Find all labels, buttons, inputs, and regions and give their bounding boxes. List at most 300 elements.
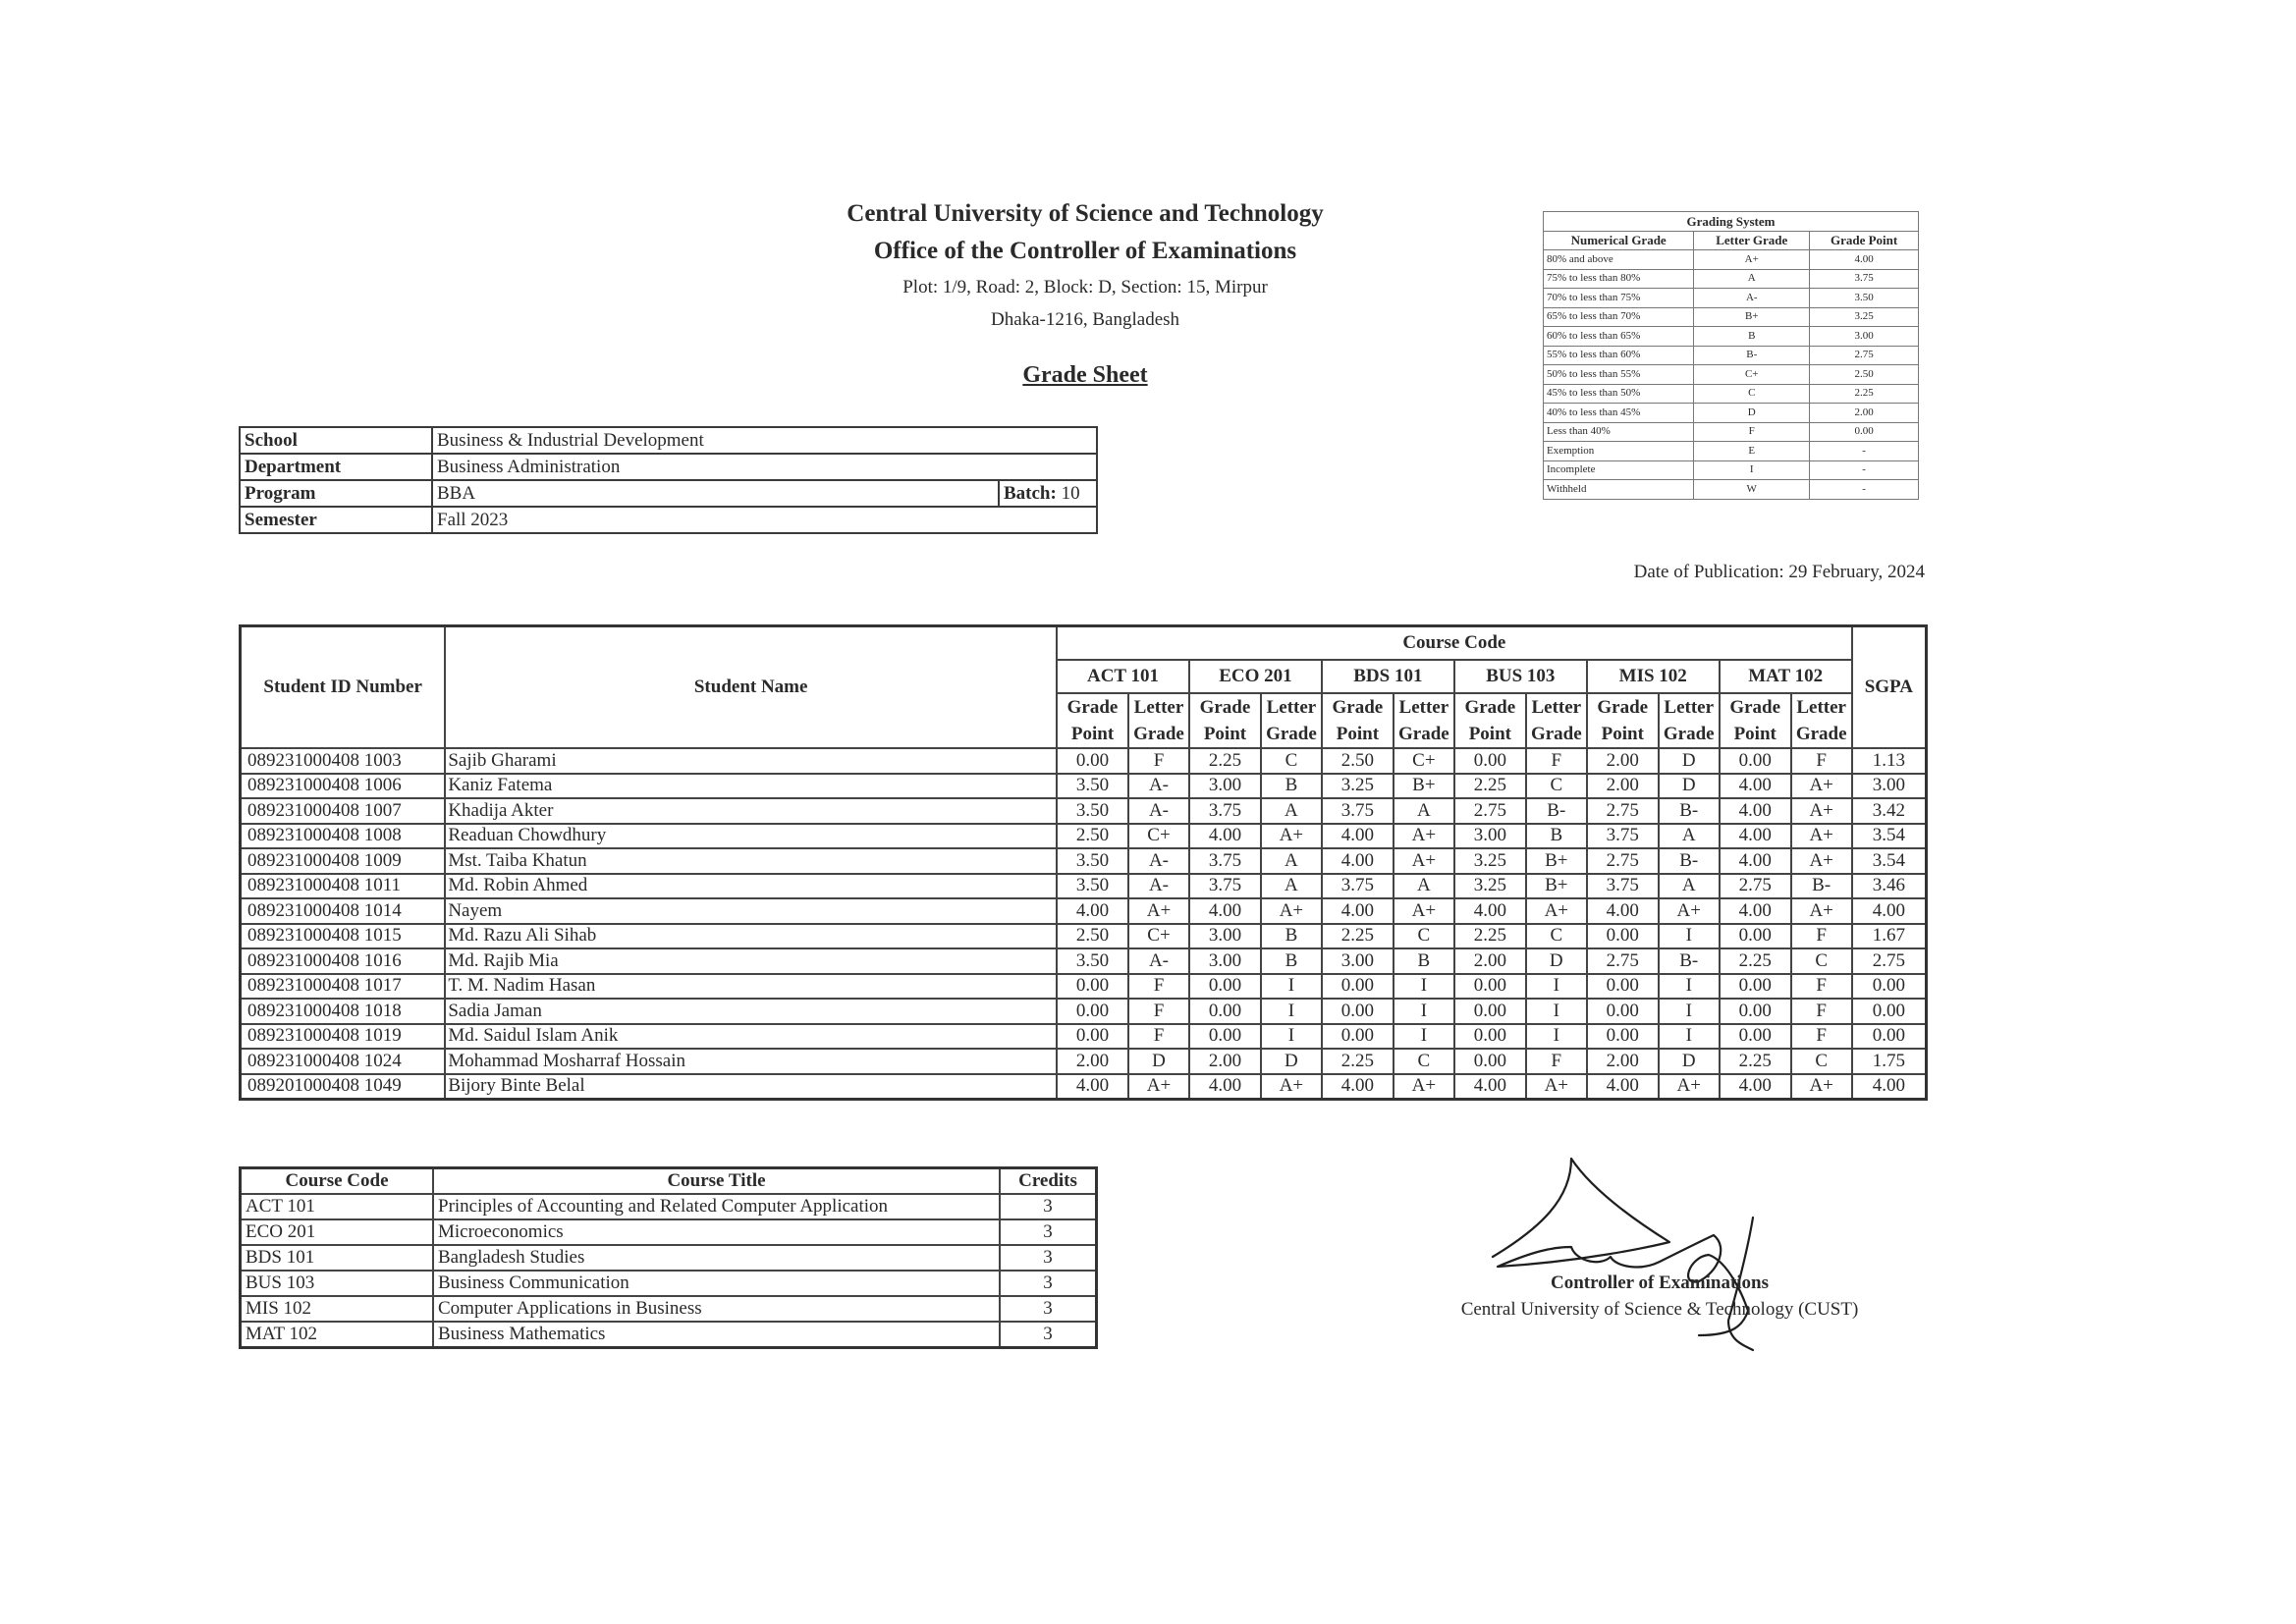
grade-point: 0.00 <box>1189 1024 1261 1050</box>
grade-point: 2.25 <box>1720 948 1791 974</box>
gs-point: 0.00 <box>1810 422 1919 442</box>
letter-grade: A+ <box>1791 848 1852 874</box>
gs-letter: E <box>1694 442 1810 461</box>
gs-letter: I <box>1694 460 1810 480</box>
document-title: Grade Sheet <box>1022 362 1148 388</box>
gs-row <box>1544 269 1919 289</box>
gs-point: 2.75 <box>1810 346 1919 365</box>
course-list-title: Bangladesh Studies <box>433 1245 1000 1271</box>
address-line-1: Plot: 1/9, Road: 2, Block: D, Section: 15, Mirpur <box>902 277 1268 298</box>
letter-grade: C <box>1261 748 1322 774</box>
letter-grade: F <box>1791 924 1852 949</box>
grade-point: 0.00 <box>1322 1024 1394 1050</box>
student-id: 089201000408 1049 <box>241 1074 446 1100</box>
table-row <box>241 848 1927 874</box>
gs-letter: A- <box>1694 289 1810 308</box>
grade-point: 3.25 <box>1454 848 1526 874</box>
student-name: Mohammad Mosharraf Hossain <box>445 1049 1057 1074</box>
letter-grade: F <box>1791 974 1852 1000</box>
sgpa-value: 3.42 <box>1852 798 1927 824</box>
signature-title: Controller of Examinations <box>1550 1272 1770 1293</box>
info-row-semester <box>240 507 1097 533</box>
student-id: 089231000408 1019 <box>241 1024 446 1050</box>
letter-grade: A+ <box>1526 898 1587 924</box>
letter-grade: A+ <box>1394 1074 1454 1100</box>
letter-grade: D <box>1526 948 1587 974</box>
letter-grade: F <box>1791 1024 1852 1050</box>
gs-numerical: 80% and above <box>1544 250 1694 270</box>
subheader-grade-point: Grade Point <box>1587 693 1659 748</box>
sgpa-value: 4.00 <box>1852 1074 1927 1100</box>
student-name: Md. Saidul Islam Anik <box>445 1024 1057 1050</box>
table-row <box>241 1049 1927 1074</box>
grade-point: 4.00 <box>1057 898 1128 924</box>
grade-point: 4.00 <box>1720 798 1791 824</box>
letter-grade: B <box>1394 948 1454 974</box>
letter-grade: C <box>1526 924 1587 949</box>
grade-point: 4.00 <box>1720 774 1791 799</box>
letter-grade: A+ <box>1791 798 1852 824</box>
grade-point: 4.00 <box>1720 898 1791 924</box>
letter-grade: A+ <box>1261 898 1322 924</box>
letter-grade: B <box>1261 924 1322 949</box>
letter-grade: A <box>1394 874 1454 899</box>
student-name: Md. Rajib Mia <box>445 948 1057 974</box>
sgpa-value: 0.00 <box>1852 974 1927 1000</box>
gs-numerical: 65% to less than 70% <box>1544 307 1694 327</box>
grade-point: 4.00 <box>1720 824 1791 849</box>
letter-grade: C <box>1394 924 1454 949</box>
grade-point: 2.75 <box>1454 798 1526 824</box>
course-list-header-title: Course Title <box>433 1168 1000 1195</box>
grade-point: 2.50 <box>1057 924 1128 949</box>
grade-point: 2.00 <box>1454 948 1526 974</box>
gs-numerical: Exemption <box>1544 442 1694 461</box>
letter-grade: I <box>1394 1024 1454 1050</box>
program-label: Program <box>240 480 432 507</box>
grade-point: 3.75 <box>1189 874 1261 899</box>
school-value: Business & Industrial Development <box>432 427 1097 454</box>
course-list-credits: 3 <box>1000 1219 1097 1245</box>
letter-grade: A+ <box>1394 848 1454 874</box>
course-list-row <box>241 1322 1097 1348</box>
gs-row <box>1544 250 1919 270</box>
letter-grade: D <box>1261 1049 1322 1074</box>
letter-grade: A+ <box>1261 824 1322 849</box>
grade-point: 3.75 <box>1189 848 1261 874</box>
letter-grade: F <box>1526 748 1587 774</box>
gs-point: 3.75 <box>1810 269 1919 289</box>
grade-point: 0.00 <box>1454 999 1526 1024</box>
letter-grade: D <box>1659 1049 1720 1074</box>
sgpa-value: 0.00 <box>1852 1024 1927 1050</box>
letter-grade: A- <box>1128 774 1189 799</box>
letter-grade: I <box>1659 924 1720 949</box>
letter-grade: F <box>1128 748 1189 774</box>
publication-date: Date of Publication: 29 February, 2024 <box>1633 562 1925 582</box>
semester-label: Semester <box>240 507 432 533</box>
subheader-letter-grade: Letter Grade <box>1791 693 1852 748</box>
gs-letter: B+ <box>1694 307 1810 327</box>
grade-point: 2.50 <box>1057 824 1128 849</box>
col-sgpa: SGPA <box>1852 626 1927 749</box>
gs-header-point: Grade Point <box>1810 231 1919 250</box>
letter-grade: B- <box>1659 948 1720 974</box>
grade-point: 4.00 <box>1322 848 1394 874</box>
grade-point: 0.00 <box>1720 974 1791 1000</box>
gs-numerical: 70% to less than 75% <box>1544 289 1694 308</box>
course-list-row <box>241 1219 1097 1245</box>
subheader-letter-grade: Letter Grade <box>1261 693 1322 748</box>
gs-letter: F <box>1694 422 1810 442</box>
grade-point: 3.50 <box>1057 874 1128 899</box>
grade-point: 3.00 <box>1189 774 1261 799</box>
letter-grade: I <box>1526 1024 1587 1050</box>
course-list-code: ECO 201 <box>241 1219 434 1245</box>
grade-point: 2.00 <box>1587 1049 1659 1074</box>
letter-grade: I <box>1526 999 1587 1024</box>
grade-point: 2.50 <box>1322 748 1394 774</box>
course-list-title: Computer Applications in Business <box>433 1296 1000 1322</box>
grade-point: 2.25 <box>1322 924 1394 949</box>
letter-grade: C+ <box>1394 748 1454 774</box>
document-header <box>687 196 1483 389</box>
course-list-title: Business Mathematics <box>433 1322 1000 1348</box>
program-info-table <box>239 426 1098 534</box>
grade-point: 2.75 <box>1587 798 1659 824</box>
letter-grade: C+ <box>1128 824 1189 849</box>
gs-point: 4.00 <box>1810 250 1919 270</box>
grade-point: 4.00 <box>1322 1074 1394 1100</box>
grade-point: 4.00 <box>1587 898 1659 924</box>
sgpa-value: 3.54 <box>1852 824 1927 849</box>
grade-point: 3.75 <box>1322 874 1394 899</box>
gs-row <box>1544 442 1919 461</box>
gs-row <box>1544 307 1919 327</box>
letter-grade: B- <box>1659 848 1720 874</box>
student-id: 089231000408 1014 <box>241 898 446 924</box>
gs-header-letter: Letter Grade <box>1694 231 1810 250</box>
subheader-grade-point: Grade Point <box>1720 693 1791 748</box>
grade-point: 0.00 <box>1057 1024 1128 1050</box>
grade-point: 2.75 <box>1587 948 1659 974</box>
gs-numerical: 55% to less than 60% <box>1544 346 1694 365</box>
grade-point: 0.00 <box>1454 748 1526 774</box>
course-header: BDS 101 <box>1322 660 1454 693</box>
grade-point: 4.00 <box>1189 1074 1261 1100</box>
subheader-grade-point: Grade Point <box>1057 693 1128 748</box>
grade-point: 0.00 <box>1454 1024 1526 1050</box>
letter-grade: D <box>1128 1049 1189 1074</box>
course-list-credits: 3 <box>1000 1271 1097 1296</box>
course-list-code: MAT 102 <box>241 1322 434 1348</box>
col-student-id: Student ID Number <box>241 626 446 749</box>
sgpa-value: 3.54 <box>1852 848 1927 874</box>
letter-grade: D <box>1659 774 1720 799</box>
grade-point: 0.00 <box>1587 974 1659 1000</box>
letter-grade: F <box>1128 1024 1189 1050</box>
letter-grade: B <box>1526 824 1587 849</box>
table-row <box>241 1024 1927 1050</box>
gs-numerical: 75% to less than 80% <box>1544 269 1694 289</box>
letter-grade: B- <box>1659 798 1720 824</box>
address-line-2: Dhaka-1216, Bangladesh <box>990 309 1180 330</box>
letter-grade: I <box>1659 1024 1720 1050</box>
grade-point: 3.75 <box>1587 824 1659 849</box>
student-id: 089231000408 1008 <box>241 824 446 849</box>
letter-grade: A <box>1261 798 1322 824</box>
course-list-header-code: Course Code <box>241 1168 434 1195</box>
grading-system-title: Grading System <box>1544 212 1919 232</box>
gs-point: 2.00 <box>1810 404 1919 423</box>
student-name: Sadia Jaman <box>445 999 1057 1024</box>
gs-header-numerical: Numerical Grade <box>1544 231 1694 250</box>
letter-grade: D <box>1659 748 1720 774</box>
gs-point: - <box>1810 442 1919 461</box>
gs-point: 3.50 <box>1810 289 1919 308</box>
letter-grade: C <box>1791 1049 1852 1074</box>
student-name: Khadija Akter <box>445 798 1057 824</box>
letter-grade: B- <box>1791 874 1852 899</box>
letter-grade: A+ <box>1791 1074 1852 1100</box>
letter-grade: A+ <box>1128 1074 1189 1100</box>
info-row-program <box>240 480 1097 507</box>
grade-point: 0.00 <box>1587 1024 1659 1050</box>
grade-point: 3.50 <box>1057 774 1128 799</box>
grade-point: 3.00 <box>1454 824 1526 849</box>
grade-point: 3.25 <box>1322 774 1394 799</box>
student-name: Sajib Gharami <box>445 748 1057 774</box>
student-id: 089231000408 1007 <box>241 798 446 824</box>
info-row-school <box>240 427 1097 454</box>
grade-point: 2.75 <box>1720 874 1791 899</box>
grade-point: 2.00 <box>1057 1049 1128 1074</box>
letter-grade: I <box>1394 999 1454 1024</box>
course-list-credits: 3 <box>1000 1296 1097 1322</box>
course-list-credits: 3 <box>1000 1322 1097 1348</box>
letter-grade: F <box>1791 748 1852 774</box>
sgpa-value: 1.13 <box>1852 748 1927 774</box>
gs-numerical: Less than 40% <box>1544 422 1694 442</box>
sgpa-value: 4.00 <box>1852 898 1927 924</box>
gs-row <box>1544 460 1919 480</box>
grade-point: 3.75 <box>1322 798 1394 824</box>
letter-grade: A <box>1659 824 1720 849</box>
student-name: Nayem <box>445 898 1057 924</box>
gs-letter: W <box>1694 480 1810 500</box>
department-label: Department <box>240 454 432 480</box>
letter-grade: A+ <box>1394 898 1454 924</box>
letter-grade: A+ <box>1791 774 1852 799</box>
course-list-row <box>241 1245 1097 1271</box>
gs-point: 3.25 <box>1810 307 1919 327</box>
gs-row <box>1544 346 1919 365</box>
course-list-code: MIS 102 <box>241 1296 434 1322</box>
subheader-grade-point: Grade Point <box>1189 693 1261 748</box>
letter-grade: A+ <box>1791 824 1852 849</box>
gs-numerical: 45% to less than 50% <box>1544 384 1694 404</box>
university-name: Central University of Science and Technology <box>847 200 1324 227</box>
letter-grade: A <box>1394 798 1454 824</box>
grade-table <box>239 624 1928 1101</box>
student-name: Bijory Binte Belal <box>445 1074 1057 1100</box>
grade-point: 3.00 <box>1189 924 1261 949</box>
course-list-row <box>241 1194 1097 1219</box>
grade-point: 0.00 <box>1057 999 1128 1024</box>
sgpa-value: 1.67 <box>1852 924 1927 949</box>
gs-point: 2.50 <box>1810 365 1919 385</box>
grade-point: 4.00 <box>1720 848 1791 874</box>
sgpa-value: 0.00 <box>1852 999 1927 1024</box>
grade-point: 0.00 <box>1454 974 1526 1000</box>
course-list-title: Business Communication <box>433 1271 1000 1296</box>
grade-point: 4.00 <box>1189 898 1261 924</box>
grade-point: 0.00 <box>1720 999 1791 1024</box>
grade-point: 4.00 <box>1057 1074 1128 1100</box>
col-course-code: Course Code <box>1057 626 1852 661</box>
letter-grade: A+ <box>1394 824 1454 849</box>
gs-row <box>1544 480 1919 500</box>
gs-row <box>1544 365 1919 385</box>
letter-grade: F <box>1791 999 1852 1024</box>
table-row <box>241 898 1927 924</box>
student-name: T. M. Nadim Hasan <box>445 974 1057 1000</box>
letter-grade: C <box>1526 774 1587 799</box>
batch-value: 10 <box>1061 482 1080 504</box>
grade-point: 2.00 <box>1587 748 1659 774</box>
letter-grade: A+ <box>1659 1074 1720 1100</box>
letter-grade: I <box>1526 974 1587 1000</box>
grade-point: 3.50 <box>1057 798 1128 824</box>
letter-grade: A- <box>1128 798 1189 824</box>
grade-point: 0.00 <box>1057 748 1128 774</box>
gs-point: 2.25 <box>1810 384 1919 404</box>
gs-letter: B <box>1694 327 1810 347</box>
sgpa-value: 2.75 <box>1852 948 1927 974</box>
grade-point: 2.25 <box>1454 774 1526 799</box>
table-row <box>241 824 1927 849</box>
letter-grade: A <box>1261 874 1322 899</box>
course-list-row <box>241 1271 1097 1296</box>
grade-point: 0.00 <box>1189 974 1261 1000</box>
grade-point: 2.75 <box>1587 848 1659 874</box>
gs-row <box>1544 327 1919 347</box>
course-header: BUS 103 <box>1454 660 1587 693</box>
student-name: Kaniz Fatema <box>445 774 1057 799</box>
controller-signature <box>1404 1149 1915 1355</box>
gs-letter: A+ <box>1694 250 1810 270</box>
sgpa-value: 3.00 <box>1852 774 1927 799</box>
sgpa-value: 3.46 <box>1852 874 1927 899</box>
letter-grade: B+ <box>1526 874 1587 899</box>
student-id: 089231000408 1015 <box>241 924 446 949</box>
grade-point: 4.00 <box>1720 1074 1791 1100</box>
course-list-header-credits: Credits <box>1000 1168 1097 1195</box>
letter-grade: I <box>1261 999 1322 1024</box>
letter-grade: I <box>1394 974 1454 1000</box>
course-header: MAT 102 <box>1720 660 1852 693</box>
table-row <box>241 924 1927 949</box>
letter-grade: A+ <box>1261 1074 1322 1100</box>
grade-point: 0.00 <box>1454 1049 1526 1074</box>
subheader-letter-grade: Letter Grade <box>1659 693 1720 748</box>
table-row <box>241 798 1927 824</box>
student-name: Readuan Chowdhury <box>445 824 1057 849</box>
student-id: 089231000408 1018 <box>241 999 446 1024</box>
gs-numerical: 50% to less than 55% <box>1544 365 1694 385</box>
course-list-credits: 3 <box>1000 1194 1097 1219</box>
gs-row <box>1544 404 1919 423</box>
grade-point: 3.75 <box>1189 798 1261 824</box>
gs-row <box>1544 384 1919 404</box>
student-name: Mst. Taiba Khatun <box>445 848 1057 874</box>
letter-grade: C <box>1394 1049 1454 1074</box>
gs-numerical: Withheld <box>1544 480 1694 500</box>
gs-point: - <box>1810 460 1919 480</box>
letter-grade: A- <box>1128 948 1189 974</box>
grade-point: 0.00 <box>1720 924 1791 949</box>
letter-grade: A+ <box>1659 898 1720 924</box>
course-list-code: ACT 101 <box>241 1194 434 1219</box>
gs-row <box>1544 289 1919 308</box>
grade-point: 0.00 <box>1587 924 1659 949</box>
student-id: 089231000408 1003 <box>241 748 446 774</box>
signature-subtitle: Central University of Science & Technology (CUST) <box>1460 1299 1859 1320</box>
letter-grade: B <box>1261 774 1322 799</box>
student-id: 089231000408 1009 <box>241 848 446 874</box>
program-value: BBA <box>432 480 999 507</box>
grade-point: 4.00 <box>1322 898 1394 924</box>
letter-grade: B- <box>1526 798 1587 824</box>
letter-grade: F <box>1128 974 1189 1000</box>
subheader-grade-point: Grade Point <box>1454 693 1526 748</box>
gs-letter: D <box>1694 404 1810 423</box>
table-row <box>241 974 1927 1000</box>
grade-point: 2.25 <box>1322 1049 1394 1074</box>
grade-point: 3.00 <box>1189 948 1261 974</box>
grade-point: 4.00 <box>1587 1074 1659 1100</box>
letter-grade: B <box>1261 948 1322 974</box>
course-list-row <box>241 1296 1097 1322</box>
letter-grade: C+ <box>1128 924 1189 949</box>
grade-point: 0.00 <box>1587 999 1659 1024</box>
student-id: 089231000408 1006 <box>241 774 446 799</box>
grade-point: 4.00 <box>1454 1074 1526 1100</box>
course-list-table <box>239 1166 1098 1349</box>
student-id: 089231000408 1011 <box>241 874 446 899</box>
gs-point: - <box>1810 480 1919 500</box>
school-label: School <box>240 427 432 454</box>
grade-point: 3.50 <box>1057 948 1128 974</box>
grade-point: 2.25 <box>1720 1049 1791 1074</box>
grade-point: 2.00 <box>1189 1049 1261 1074</box>
course-list-credits: 3 <box>1000 1245 1097 1271</box>
grade-point: 0.00 <box>1057 974 1128 1000</box>
table-row <box>241 1074 1927 1100</box>
letter-grade: I <box>1261 1024 1322 1050</box>
grade-point: 2.00 <box>1587 774 1659 799</box>
gs-point: 3.00 <box>1810 327 1919 347</box>
grade-point: 4.00 <box>1322 824 1394 849</box>
sgpa-value: 1.75 <box>1852 1049 1927 1074</box>
grade-point: 4.00 <box>1189 824 1261 849</box>
student-id: 089231000408 1024 <box>241 1049 446 1074</box>
course-list-title: Principles of Accounting and Related Computer Application <box>433 1194 1000 1219</box>
grade-point: 2.25 <box>1454 924 1526 949</box>
gs-letter: C <box>1694 384 1810 404</box>
letter-grade: F <box>1526 1049 1587 1074</box>
course-header: ACT 101 <box>1057 660 1189 693</box>
